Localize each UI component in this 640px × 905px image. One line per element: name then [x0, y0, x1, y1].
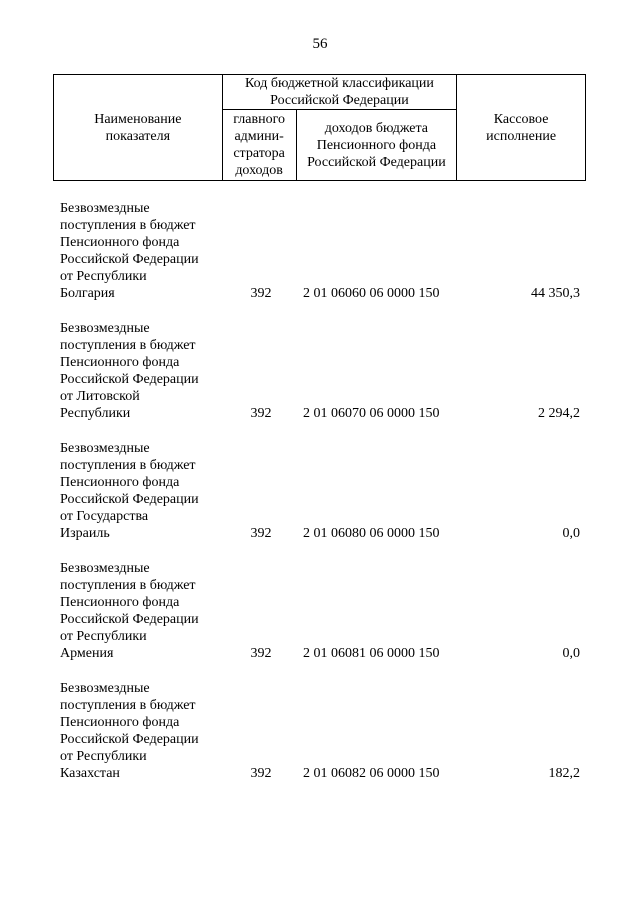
header-text-line: админи- [234, 129, 284, 144]
page-number: 56 [312, 36, 328, 52]
row-name-line: Пенсионного фонда [60, 715, 180, 730]
row-admin-code: 392 [250, 526, 272, 541]
row-admin-code: 392 [250, 406, 272, 421]
row-admin-code: 392 [250, 646, 272, 661]
header-text-line: исполнение [486, 128, 557, 144]
table-row [0, 680, 640, 800]
row-name-line: Российской Федерации [60, 492, 199, 507]
row-name-line: поступления в бюджет [60, 578, 196, 593]
row-name-line: Безвозмездные [60, 321, 150, 336]
row-name [60, 680, 240, 782]
header-text-line: Кассовое [493, 111, 549, 127]
row-name-line: от Литовской [60, 389, 140, 404]
row-name-line: Российской Федерации [60, 732, 199, 747]
header-income-column [296, 110, 457, 181]
row-name-line: Безвозмездные [60, 561, 150, 576]
row-name [60, 560, 240, 662]
row-name-line: Безвозмездные [60, 681, 150, 696]
row-amount: 182,2 [548, 766, 580, 781]
header-admin-column [222, 110, 296, 181]
header-text-line: доходов бюджета [324, 120, 429, 136]
row-name-line: от Республики [60, 629, 147, 644]
header-text-line: Российской Федерации [307, 154, 446, 170]
row-name-line: Армения [60, 646, 114, 661]
table-header [53, 74, 586, 181]
row-name-line: Пенсионного фонда [60, 475, 180, 490]
header-text-line: стратора [233, 146, 285, 161]
row-name-line: Республики [60, 406, 131, 421]
row-name [60, 440, 240, 542]
row-name-line: от Государства [60, 509, 149, 524]
row-name [60, 200, 240, 302]
header-text-line: показателя [105, 128, 171, 144]
row-name [60, 320, 240, 422]
row-income-code: 2 01 06080 06 0000 150 [303, 526, 440, 541]
table-row [0, 560, 640, 680]
table-row [0, 200, 640, 320]
row-income-code: 2 01 06081 06 0000 150 [303, 646, 440, 661]
row-name-line: поступления в бюджет [60, 698, 196, 713]
row-income-code: 2 01 06082 06 0000 150 [303, 766, 440, 781]
header-text-line: Наименование [94, 111, 182, 127]
row-name-line: Безвозмездные [60, 201, 150, 216]
row-amount: 0,0 [562, 526, 580, 541]
header-text-line: Российской Федерации [270, 93, 409, 108]
row-name-line: поступления в бюджет [60, 458, 196, 473]
row-name-line: Пенсионного фонда [60, 355, 180, 370]
row-name-line: Безвозмездные [60, 441, 150, 456]
row-amount: 0,0 [562, 646, 580, 661]
row-name-line: от Республики [60, 749, 147, 764]
table-row [0, 440, 640, 560]
row-name-line: Казахстан [60, 766, 120, 781]
header-code-group [222, 75, 457, 110]
header-name-column [54, 75, 223, 181]
header-text-line: Пенсионного фонда [316, 137, 437, 153]
row-name-line: Израиль [60, 526, 110, 541]
row-admin-code: 392 [250, 766, 272, 781]
row-name-line: Болгария [60, 286, 115, 301]
row-name-line: Пенсионного фонда [60, 235, 180, 250]
row-income-code: 2 01 06060 06 0000 150 [303, 286, 440, 301]
header-execution-column [457, 75, 586, 181]
row-name-line: Пенсионного фонда [60, 595, 180, 610]
row-name-line: поступления в бюджет [60, 338, 196, 353]
row-amount: 44 350,3 [531, 286, 580, 301]
row-name-line: от Республики [60, 269, 147, 284]
header-text-line: доходов [235, 163, 283, 178]
row-income-code: 2 01 06070 06 0000 150 [303, 406, 440, 421]
row-name-line: Российской Федерации [60, 612, 199, 627]
header-text-line: Код бюджетной классификации [244, 76, 434, 91]
table-row [0, 320, 640, 440]
row-admin-code: 392 [250, 286, 272, 301]
row-name-line: Российской Федерации [60, 372, 199, 387]
table-body [0, 200, 640, 800]
row-name-line: Российской Федерации [60, 252, 199, 267]
row-name-line: поступления в бюджет [60, 218, 196, 233]
header-text-line: главного [233, 112, 285, 127]
row-amount: 2 294,2 [538, 406, 580, 421]
